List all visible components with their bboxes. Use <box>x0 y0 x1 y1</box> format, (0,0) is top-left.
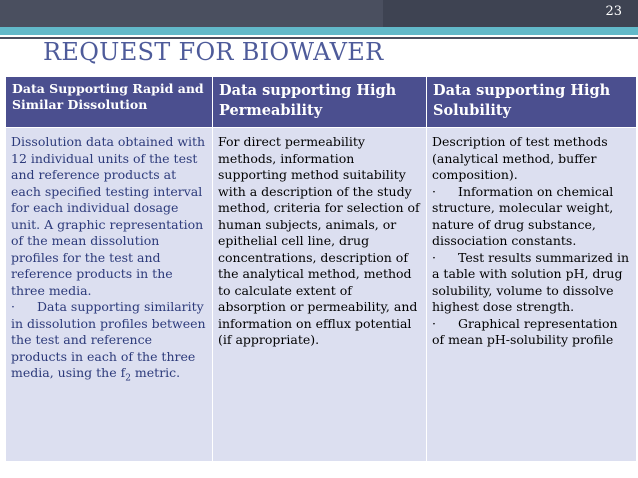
slide-title: REQUEST FOR BIOWAVER <box>43 38 384 66</box>
solubility-bullet-3 <box>432 316 631 349</box>
solubility-bullet-3-text: Graphical representation of mean pH-solubility profile <box>432 315 618 347</box>
permeability-paragraph: For direct permeability methods, information supporting method suitability with a description of the study method, criteria for selection of human subjects, animals, or epithelial cell line, drug concentrations, description of the analytical method, method to calculate extent of absorption or permeability, and information on efflux potential (if appropriate). <box>218 134 420 347</box>
header-dissolution: Data Supporting Rapid and Similar Dissolution <box>6 77 213 128</box>
solubility-bullet-2 <box>432 250 631 316</box>
dissolution-bullet-text: Data supporting similarity in dissolution profiles between the test and reference products in each of the three media, using the f <box>11 299 206 380</box>
cell-solubility <box>427 128 637 462</box>
top-bar-tab <box>383 0 638 27</box>
dissolution-bullet <box>11 299 207 387</box>
biowaiver-table <box>5 76 637 462</box>
bullet-symbol: · <box>11 299 15 314</box>
table-header-row <box>6 77 637 128</box>
f2-subscript: 2 <box>125 373 131 384</box>
bullet-symbol: · <box>432 315 436 331</box>
header-solubility: Data supporting High Solubility <box>427 77 637 128</box>
solubility-bullet-1-text: Information on chemical structure, molecular weight, nature of drug substance, dissociation constants. <box>432 183 614 248</box>
solubility-paragraph: Description of test methods (analytical method, buffer composition). <box>432 134 608 182</box>
solubility-bullet-1 <box>432 184 631 250</box>
page-number: 23 <box>605 4 622 19</box>
bullet-symbol: · <box>432 183 436 199</box>
header-permeability: Data supporting High Permeability <box>213 77 427 128</box>
dissolution-paragraph: Dissolution data obtained with 12 individual units of the test and reference products at each specified testing interval for each individual dosage unit. A graphic representation of the mean dissolution profiles for the test and reference products in the three media. <box>11 134 206 298</box>
table-body-row <box>6 128 637 462</box>
bullet-symbol: · <box>432 249 436 265</box>
cell-dissolution <box>6 128 213 462</box>
cell-permeability <box>213 128 427 462</box>
dissolution-bullet-suffix: metric. <box>130 365 181 380</box>
accent-stripe <box>0 27 638 35</box>
solubility-bullet-2-text: Test results summarized in a table with solution pH, drug solubility, volume to dissolve highest dose strength. <box>432 249 630 314</box>
